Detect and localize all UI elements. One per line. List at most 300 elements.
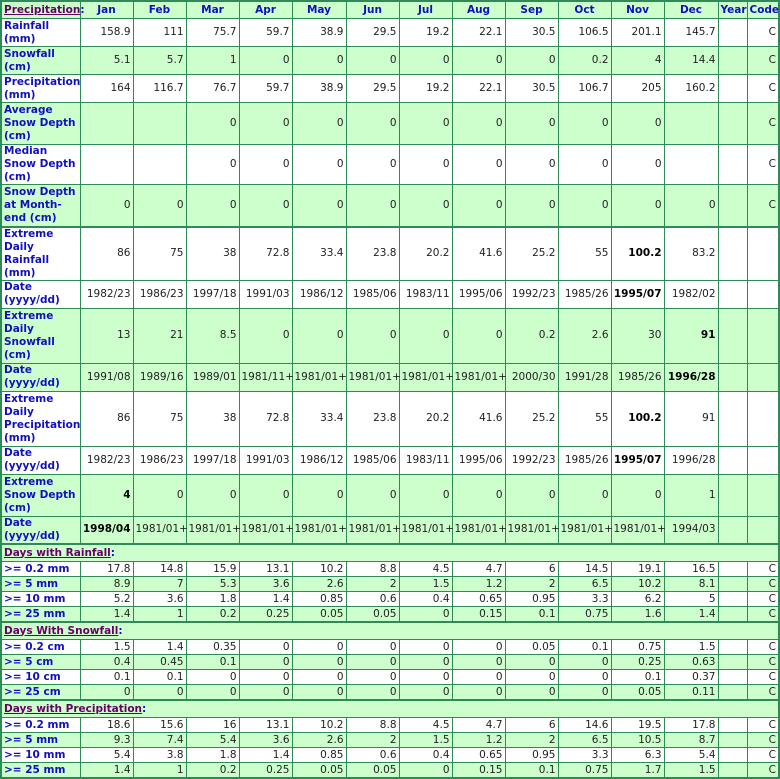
table-row [1,577,779,592]
value-cell: 1981/01+ [239,516,292,544]
value-cell: 205 [611,75,664,103]
row-label: Extreme Daily Precipitation (mm) [1,391,80,446]
value-cell: 0 [399,685,452,701]
year-cell [718,19,747,47]
table-row [1,607,779,623]
section-link[interactable]: Days with Precipitation [4,702,143,715]
value-cell: 1995/06 [452,446,505,474]
value-cell: 3.6 [239,577,292,592]
row-label: Snowfall (cm) [1,47,80,75]
value-cell: 201.1 [611,19,664,47]
value-cell: 0.11 [664,685,718,701]
record-value: 1995/07 [613,453,662,466]
section-header: Days with Precipitation: [1,700,779,718]
code-cell: C [747,592,779,607]
record-value: 91 [700,329,716,341]
value-cell: 1.4 [664,607,718,623]
value-cell: 1.4 [80,607,133,623]
value-cell: 25.2 [505,391,558,446]
value-cell: 0 [611,145,664,185]
value-cell: 10.2 [611,577,664,592]
value-cell: 1995/06 [452,280,505,308]
code-header: Code [747,1,779,19]
table-row [1,145,779,185]
table-row [1,670,779,685]
table-row [1,47,779,75]
year-cell [718,391,747,446]
section-link[interactable]: Days with Rainfall [4,546,111,559]
month-header-aug: Aug [452,1,505,19]
value-cell: 0.35 [186,640,239,655]
value-cell: 0.65 [452,592,505,607]
value-cell: 22.1 [452,19,505,47]
value-cell: 0 [186,103,239,145]
year-cell [718,474,747,516]
value-cell: 0 [292,145,346,185]
code-cell: C [747,562,779,577]
value-cell: 1.2 [452,577,505,592]
value-cell: 0 [346,685,399,701]
value-cell: 1.5 [80,640,133,655]
value-cell: 15.9 [186,562,239,577]
value-cell: 1.4 [239,748,292,763]
precipitation-link[interactable]: Precipitation [4,3,81,16]
value-cell: 1981/01+ [452,363,505,391]
value-cell: 6.5 [558,577,611,592]
month-header-apr: Apr [239,1,292,19]
value-cell: 38.9 [292,19,346,47]
value-cell: 0 [346,670,399,685]
value-cell: 2.6 [292,733,346,748]
value-cell: 29.5 [346,75,399,103]
value-cell: 0 [505,670,558,685]
code-cell: C [747,103,779,145]
code-cell [747,474,779,516]
code-cell [747,308,779,363]
value-cell [664,363,718,391]
value-cell: 0 [346,145,399,185]
value-cell: 22.1 [452,75,505,103]
value-cell: 4.7 [452,718,505,733]
table-row [1,75,779,103]
value-cell: 0.1 [505,763,558,779]
value-cell [80,474,133,516]
value-cell: 20.2 [399,227,452,281]
row-label: >= 5 mm [1,733,80,748]
year-cell [718,280,747,308]
value-cell: 4.5 [399,718,452,733]
value-cell: 5.4 [186,733,239,748]
value-cell: 13 [80,308,133,363]
table-row [1,308,779,363]
year-cell [718,670,747,685]
value-cell: 158.9 [80,19,133,47]
value-cell: 1.4 [239,592,292,607]
value-cell: 0.95 [505,592,558,607]
value-cell: 0.65 [452,748,505,763]
value-cell: 30.5 [505,19,558,47]
value-cell: 1.4 [80,763,133,779]
value-cell: 1.6 [611,607,664,623]
value-cell: 0 [505,47,558,75]
value-cell: 1.5 [664,640,718,655]
value-cell: 0.85 [292,592,346,607]
value-cell [80,516,133,544]
value-cell [611,227,664,281]
table-row [1,446,779,474]
value-cell: 5.4 [80,748,133,763]
value-cell: 75.7 [186,19,239,47]
section-header-precipitation: Precipitation: [1,1,80,19]
year-cell [718,145,747,185]
value-cell: 0 [399,655,452,670]
value-cell: 1981/01+ [399,516,452,544]
value-cell: 0 [292,103,346,145]
value-cell: 75 [133,391,186,446]
value-cell: 1982/23 [80,280,133,308]
value-cell [80,103,133,145]
value-cell: 0 [452,655,505,670]
value-cell: 1 [186,47,239,75]
row-label: >= 10 cm [1,670,80,685]
year-cell [718,763,747,779]
value-cell: 14.5 [558,562,611,577]
value-cell: 16.5 [664,562,718,577]
value-cell: 21 [133,308,186,363]
year-cell [718,685,747,701]
value-cell: 13.1 [239,718,292,733]
value-cell: 10.2 [292,718,346,733]
table-row [1,733,779,748]
value-cell: 0.4 [399,748,452,763]
year-header: Year [718,1,747,19]
value-cell: 0.37 [664,670,718,685]
value-cell: 5 [664,592,718,607]
value-cell: 3.8 [133,748,186,763]
value-cell: 38.9 [292,75,346,103]
row-label: Extreme Daily Rainfall (mm) [1,227,80,281]
value-cell: 0.6 [346,592,399,607]
row-label: >= 0.2 mm [1,562,80,577]
value-cell: 83.2 [664,227,718,281]
value-cell: 86 [80,391,133,446]
row-label: Median Snow Depth (cm) [1,145,80,185]
code-cell [747,446,779,474]
value-cell: 1986/23 [133,280,186,308]
value-cell: 0 [505,103,558,145]
value-cell: 0 [452,474,505,516]
value-cell: 0 [664,185,718,227]
value-cell: 1983/11 [399,446,452,474]
value-cell: 59.7 [239,75,292,103]
value-cell: 2.6 [558,308,611,363]
value-cell: 0 [292,655,346,670]
value-cell: 1991/03 [239,446,292,474]
code-cell: C [747,640,779,655]
value-cell: 0 [133,185,186,227]
value-cell: 0 [186,685,239,701]
code-cell: C [747,47,779,75]
value-cell: 17.8 [664,718,718,733]
value-cell: 0.25 [239,607,292,623]
value-cell: 0.2 [558,47,611,75]
value-cell: 86 [80,227,133,281]
row-label: Date (yyyy/dd) [1,446,80,474]
year-cell [718,308,747,363]
value-cell: 16 [186,718,239,733]
value-cell: 10.5 [611,733,664,748]
value-cell: 1.5 [664,763,718,779]
value-cell: 8.5 [186,308,239,363]
value-cell: 1981/11+ [239,363,292,391]
value-cell: 0 [239,655,292,670]
value-cell: 14.4 [664,47,718,75]
code-cell: C [747,607,779,623]
table-row [1,103,779,145]
month-header-mar: Mar [186,1,239,19]
value-cell: 1986/23 [133,446,186,474]
row-label: >= 5 cm [1,655,80,670]
value-cell: 2 [346,733,399,748]
value-cell: 0 [505,145,558,185]
value-cell [664,145,718,185]
row-label: Snow Depth at Month-end (cm) [1,185,80,227]
value-cell: 0 [239,103,292,145]
value-cell: 1994/03 [664,516,718,544]
value-cell: 0.95 [505,748,558,763]
value-cell: 0 [452,640,505,655]
value-cell: 1989/01 [186,363,239,391]
value-cell: 0 [133,685,186,701]
section-link[interactable]: Days With Snowfall [4,624,119,637]
month-header-jun: Jun [346,1,399,19]
value-cell: 1992/23 [505,280,558,308]
table-row [1,474,779,516]
value-cell: 55 [558,227,611,281]
month-header-oct: Oct [558,1,611,19]
year-cell [718,363,747,391]
value-cell: 0.75 [611,640,664,655]
value-cell: 0 [133,474,186,516]
value-cell: 13.1 [239,562,292,577]
value-cell: 23.8 [346,391,399,446]
value-cell: 15.6 [133,718,186,733]
value-cell: 0 [505,655,558,670]
value-cell: 0.15 [452,607,505,623]
value-cell: 3.6 [133,592,186,607]
year-cell [718,577,747,592]
value-cell: 0 [346,640,399,655]
value-cell: 1 [133,763,186,779]
value-cell: 20.2 [399,391,452,446]
value-cell: 0.75 [558,607,611,623]
value-cell: 14.8 [133,562,186,577]
value-cell: 0.2 [186,607,239,623]
value-cell: 0 [346,185,399,227]
code-cell [747,516,779,544]
value-cell: 2 [505,577,558,592]
row-label: Date (yyyy/dd) [1,280,80,308]
row-label: Date (yyyy/dd) [1,516,80,544]
code-cell: C [747,748,779,763]
value-cell: 0 [558,103,611,145]
month-header-feb: Feb [133,1,186,19]
value-cell: 0.1 [611,670,664,685]
value-cell: 23.8 [346,227,399,281]
value-cell [611,391,664,446]
year-cell [718,607,747,623]
section-header: Days with Rainfall: [1,544,779,562]
record-value: 1996/28 [667,370,716,383]
value-cell: 38 [186,227,239,281]
value-cell [664,308,718,363]
section-header-row [1,544,779,562]
value-cell: 41.6 [452,227,505,281]
value-cell: 1997/18 [186,280,239,308]
value-cell: 2.6 [292,577,346,592]
value-cell: 30.5 [505,75,558,103]
value-cell: 0 [346,655,399,670]
code-cell: C [747,718,779,733]
value-cell: 3.6 [239,733,292,748]
value-cell: 1991/03 [239,280,292,308]
value-cell: 116.7 [133,75,186,103]
value-cell: 0 [452,103,505,145]
value-cell: 1986/12 [292,446,346,474]
value-cell: 0 [292,640,346,655]
year-cell [718,516,747,544]
value-cell: 0 [239,685,292,701]
value-cell: 0 [292,47,346,75]
value-cell: 6 [505,718,558,733]
value-cell: 0.4 [80,655,133,670]
value-cell: 0.45 [133,655,186,670]
value-cell: 4.5 [399,562,452,577]
value-cell: 2000/30 [505,363,558,391]
value-cell: 14.6 [558,718,611,733]
section-header-row [1,700,779,718]
value-cell: 1.7 [611,763,664,779]
code-cell: C [747,19,779,47]
value-cell: 19.1 [611,562,664,577]
value-cell: 41.6 [452,391,505,446]
table-row [1,685,779,701]
value-cell: 75 [133,227,186,281]
value-cell: 4.7 [452,562,505,577]
value-cell: 3.3 [558,592,611,607]
value-cell: 1.4 [133,640,186,655]
table-row [1,391,779,446]
value-cell: 0 [292,185,346,227]
value-cell: 4 [611,47,664,75]
year-cell [718,185,747,227]
row-label: >= 10 mm [1,748,80,763]
year-cell [718,655,747,670]
value-cell: 59.7 [239,19,292,47]
year-cell [718,47,747,75]
value-cell: 72.8 [239,227,292,281]
value-cell: 0.2 [505,308,558,363]
value-cell: 0 [558,145,611,185]
value-cell: 0 [239,640,292,655]
value-cell: 1981/01+ [346,363,399,391]
value-cell: 1985/06 [346,280,399,308]
value-cell: 0 [399,763,452,779]
code-cell [747,280,779,308]
value-cell: 19.2 [399,19,452,47]
code-cell: C [747,733,779,748]
value-cell: 1981/01+ [133,516,186,544]
value-cell: 0 [611,474,664,516]
value-cell: 0.05 [346,607,399,623]
value-cell: 164 [80,75,133,103]
value-cell: 8.9 [80,577,133,592]
value-cell: 1981/01+ [346,516,399,544]
value-cell: 8.7 [664,733,718,748]
record-value: 1995/07 [613,287,662,300]
value-cell: 0.25 [239,763,292,779]
value-cell: 0 [611,185,664,227]
value-cell: 0 [558,685,611,701]
value-cell: 0 [399,185,452,227]
value-cell: 1992/23 [505,446,558,474]
value-cell: 0.63 [664,655,718,670]
value-cell: 111 [133,19,186,47]
table-row [1,655,779,670]
value-cell: 6.2 [611,592,664,607]
value-cell: 0.05 [611,685,664,701]
value-cell: 8.1 [664,577,718,592]
code-cell: C [747,577,779,592]
row-label: Precipitation (mm) [1,75,80,103]
value-cell: 1981/01+ [505,516,558,544]
row-label: Date (yyyy/dd) [1,363,80,391]
value-cell: 2 [505,733,558,748]
table-row [1,19,779,47]
code-cell: C [747,185,779,227]
value-cell: 145.7 [664,19,718,47]
value-cell: 1989/16 [133,363,186,391]
value-cell: 33.4 [292,391,346,446]
value-cell: 0 [239,474,292,516]
value-cell: 0 [239,145,292,185]
value-cell [611,280,664,308]
value-cell: 76.7 [186,75,239,103]
row-label: >= 5 mm [1,577,80,592]
value-cell: 0.25 [611,655,664,670]
value-cell: 0 [346,47,399,75]
value-cell: 1981/01+ [399,363,452,391]
code-cell: C [747,685,779,701]
value-cell: 0 [399,607,452,623]
code-cell: C [747,75,779,103]
value-cell: 1985/26 [611,363,664,391]
value-cell: 0 [186,670,239,685]
month-header-jan: Jan [80,1,133,19]
value-cell: 160.2 [664,75,718,103]
value-cell: 0 [452,47,505,75]
table-row [1,185,779,227]
value-cell: 1982/02 [664,280,718,308]
table-row [1,516,779,544]
table-row [1,562,779,577]
value-cell: 1986/12 [292,280,346,308]
value-cell: 19.2 [399,75,452,103]
value-cell: 1.8 [186,592,239,607]
value-cell: 0 [346,103,399,145]
value-cell: 1981/01+ [611,516,664,544]
value-cell: 0 [292,685,346,701]
